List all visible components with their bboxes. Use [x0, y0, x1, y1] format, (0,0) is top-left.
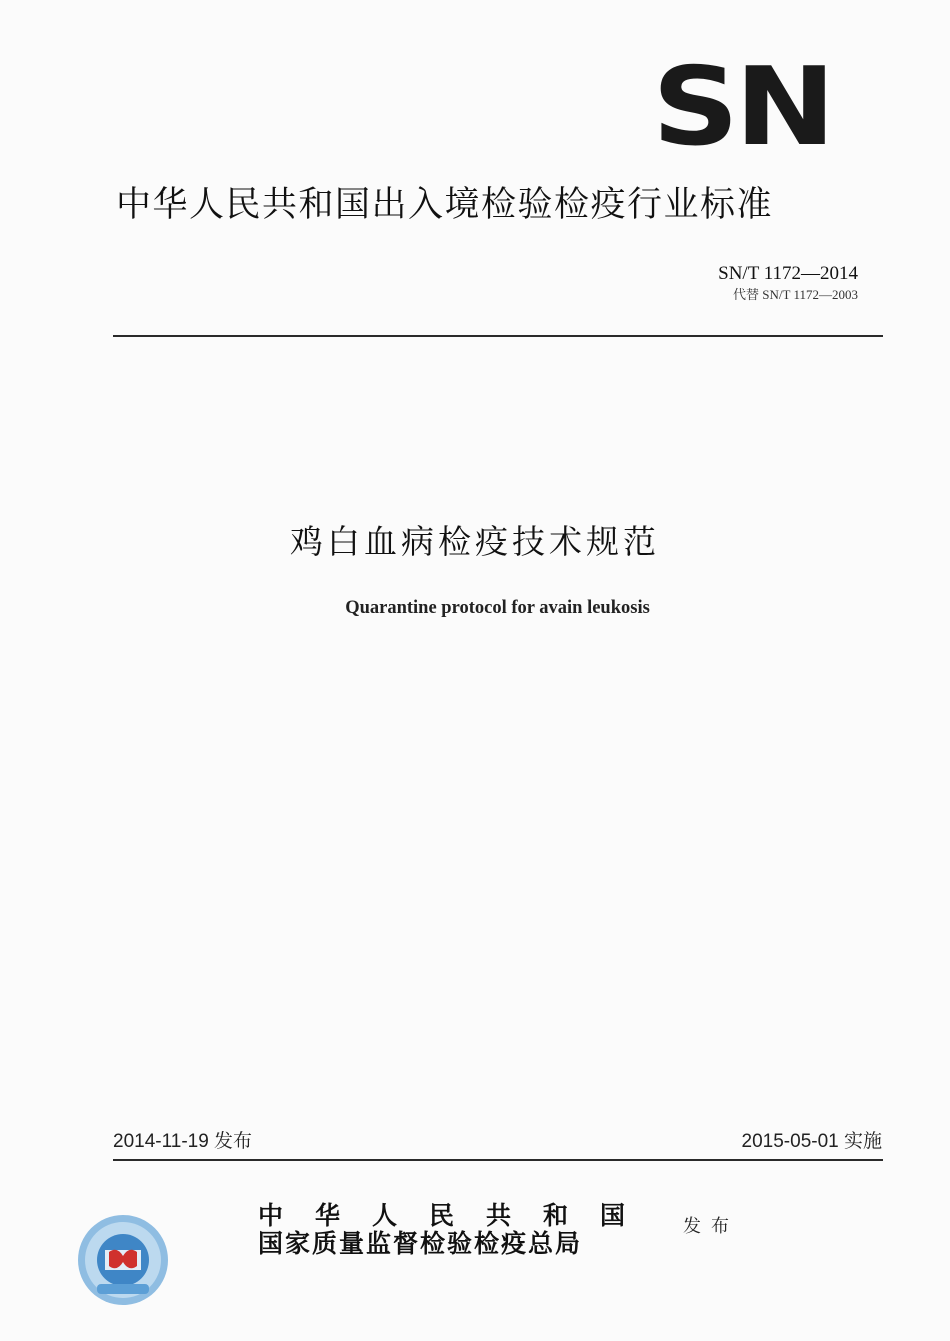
implementation-date: 2015-05-01 实施 — [741, 1131, 882, 1152]
industry-standard-title: 中华人民共和国出入境检验检疫行业标准 — [116, 185, 774, 225]
issuer-line-1: 中华人民共和国 — [258, 1201, 658, 1230]
anti-counterfeit-seal-icon — [77, 1214, 169, 1306]
standard-number: SN/T 1172—2014 — [718, 263, 858, 284]
standard-code-block — [718, 263, 858, 304]
footer-divider — [113, 1159, 883, 1161]
issuer-line-2: 国家质量监督检验检疫总局 — [258, 1229, 583, 1258]
sn-logo: SN — [652, 45, 832, 170]
replaces-standard: 代替 SN/T 1172—2003 — [733, 287, 858, 302]
publish-label: 发布 — [683, 1216, 739, 1237]
header-divider — [113, 335, 883, 337]
issue-date: 2014-11-19 发布 — [113, 1131, 253, 1152]
document-title-english: Quarantine protocol for avain leukosis — [345, 598, 650, 618]
document-title-chinese: 鸡白血病检疫技术规范 — [290, 522, 660, 561]
